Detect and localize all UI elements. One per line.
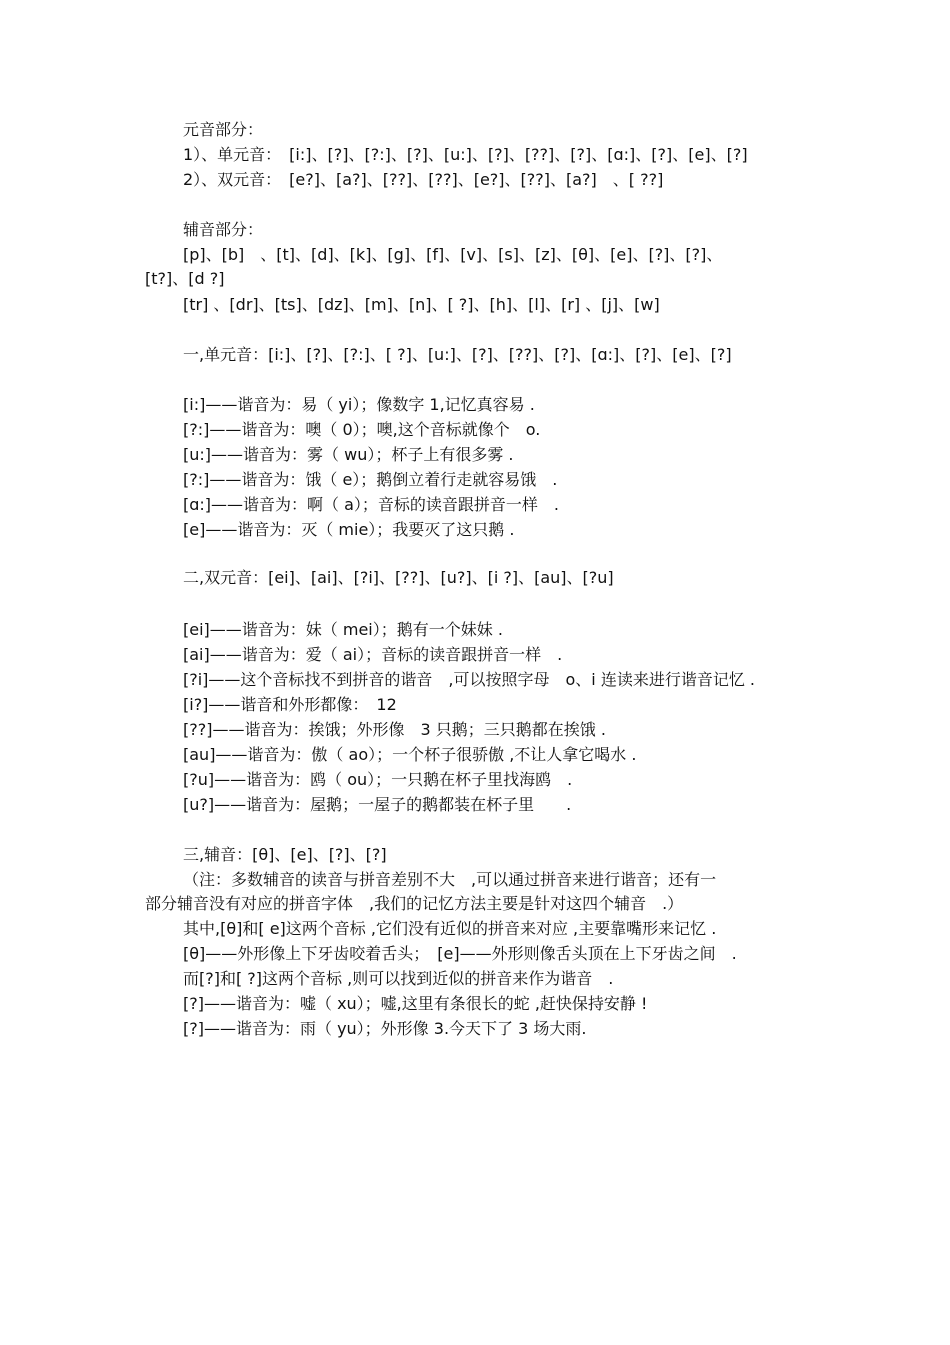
section-1-item: [?:]——谐音为：饿（ e）；鹅倒立着行走就容易饿 .: [183, 470, 558, 489]
section-1-item: [ɑ:]——谐音为：啊（ a）；音标的读音跟拼音一样 .: [183, 495, 560, 514]
section-1-title: 一,单元音：[i:]、[?]、[?:]、[ ?]、[u:]、[?]、[??]、[?]、[ɑ:]、[?]、[e]、[?]: [183, 345, 732, 364]
section-1-item: [e]——谐音为：灭（ mie）；我要灭了这只鹅 .: [183, 520, 515, 539]
section-3-line: [?]——谐音为：嘘（ xu）；嘘,这里有条很长的蛇 ,赶快保持安静 !: [183, 994, 648, 1013]
consonants-row-2: [tr] 、[dr]、[ts]、[dz]、[m]、[n]、[ ?]、[h]、[l]、[r] 、[j]、[w]: [183, 295, 660, 314]
section-2-title: 二,双元音：[ei]、[ai]、[?i]、[??]、[u?]、[i ?]、[au]、[?u]: [183, 568, 614, 587]
consonants-heading: 辅音部分：: [183, 220, 264, 239]
section-2-item: [i?]——谐音和外形都像： 12: [183, 695, 397, 714]
section-2-item: [ei]——谐音为：妹（ mei）；鹅有一个妹妹 .: [183, 620, 503, 639]
section-1-item: [i:]——谐音为：易（ yi）；像数字 1,记忆真容易 .: [183, 395, 535, 414]
section-3-line: 其中,[θ]和[ e]这两个音标 ,它们没有近似的拼音来对应 ,主要靠嘴形来记忆 .: [183, 919, 717, 938]
section-3-title: 三,辅音：[θ]、[e]、[?]、[?]: [183, 845, 387, 864]
section-3-note: （注：多数辅音的读音与拼音差别不大 ,可以通过拼音来进行谐音；还有一: [183, 870, 717, 889]
section-3-line: [?]——谐音为：雨（ yu）；外形像 3.今天下了 3 场大雨.: [183, 1019, 587, 1038]
section-2-item: [u?]——谐音为：屋鹅；一屋子的鹅都装在杯子里 .: [183, 795, 572, 814]
section-2-item: [??]——谐音为：挨饿；外形像 3 只鹅；三只鹅都在挨饿 .: [183, 720, 606, 739]
double-vowels-list: 2）、双元音： [e?]、[a?]、[??]、[??]、[e?]、[??]、[a?] 、[ ??]: [183, 170, 664, 189]
section-3-line: [θ]——外形像上下牙齿咬着舌头； [e]——外形则像舌头顶在上下牙齿之间 .: [183, 944, 737, 963]
consonants-row-1: [p]、[b] 、[t]、[d]、[k]、[g]、[f]、[v]、[s]、[z]、[θ]、[e]、[?]、[?]、: [183, 245, 723, 264]
section-3-line: 而[?]和[ ?]这两个音标 ,则可以找到近似的拼音来作为谐音 .: [183, 969, 614, 988]
section-1-item: [u:]——谐音为：雾（ wu）；杯子上有很多雾 .: [183, 445, 514, 464]
section-2-item: [ai]——谐音为：爱（ ai）；音标的读音跟拼音一样 .: [183, 645, 563, 664]
single-vowels-list: 1）、单元音： [i:]、[?]、[?:]、[?]、[u:]、[?]、[??]、[?]、[ɑ:]、[?]、[e]、[?]: [183, 145, 748, 164]
section-1-item: [?:]——谐音为：噢（ 0）；噢,这个音标就像个 o.: [183, 420, 541, 439]
section-2-item: [au]——谐音为：傲（ ao）；一个杯子很骄傲 ,不让人拿它喝水 .: [183, 745, 637, 764]
vowels-heading: 元音部分：: [183, 120, 264, 139]
section-3-note-continued: 部分辅音没有对应的拼音字体 ,我们的记忆方法主要是针对这四个辅音 .）: [145, 894, 684, 913]
section-2-item: [?i]——这个音标找不到拼音的谐音 ,可以按照字母 o、i 连读来进行谐音记忆 .: [183, 670, 756, 689]
consonants-row-1-continued: [t?]、[d ?]: [145, 269, 225, 288]
section-2-item: [?u]——谐音为：鸥（ ou）；一只鹅在杯子里找海鸥 .: [183, 770, 573, 789]
